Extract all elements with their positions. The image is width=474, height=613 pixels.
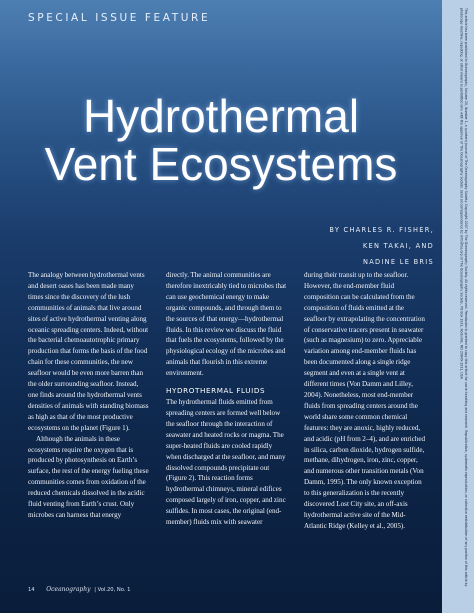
text-column-3	[304, 270, 426, 532]
paragraph: The analogy between hydrothermal vents and desert oases has been made many times since the discovery of the lush communities of animals that live around sites of active hydrothermal venting along oceanic spreading centers. Indeed, without the bacterial chemoautotrophic primary production that forms the basis of the food chain for these communities, the new seafloor would be even more barren than the older surrounding seafloor. Instead, one finds around the hydrothermal vents densities of animals with standing biomass as high as that of the most productive ecosystems on the planet (Figure 1).	[28, 271, 149, 432]
paragraph: directly. The animal communities are therefore inextricably tied to microbes that can use geochemical energy to make organic compounds, and through them to the sources of that energy—hydrothermal fluids. In this review we discuss the fluid that fuels the ecosystems, followed by the physiological ecology of the microbes and animals that flourish in this extreme environment.	[166, 271, 287, 378]
journal-name: Oceanography	[46, 586, 91, 593]
paragraph: Although the animals in these ecosystems require the oxygen that is produced by photosynthesis on Earth’s surface, the rest of the energy fueling these communities comes from oxidation of the reduced chemicals dissolved in the acidic fluid venting from Earth’s crust. Only microbes can harness that energy	[28, 434, 149, 519]
page-number: 14	[28, 587, 35, 593]
article-title	[0, 92, 442, 188]
byline	[329, 222, 434, 270]
copyright-notice: This article has been published in Oceanography, Volume 20, Number 1, a quarterly journal of The Oceanography Society. Copyright 2007 by The Oceanography Society. All rights reserved. Permission is granted to copy this article for use in teaching and research. Republication, systematic reproduction, or collective redistribution of any portion of this article by photocopy machine, reposting, or other means is permitted only with the approval of The Oceanography Society. Send all correspondence to: info@tos.org or The Oceanography Society, PO Box 1931, Rockville, MD 20849-1931, USA.	[459, 8, 468, 587]
byline-line-2: KEN TAKAI, AND	[362, 242, 434, 250]
issue-info: | Vol.20, No. 1	[94, 587, 131, 593]
copyright-sidebar	[442, 0, 474, 613]
text-column-2	[166, 270, 288, 528]
paragraph: The hydrothermal fluids emitted from spreading centers are formed well below the seafloor through the interaction of seawater and heated rocks or magma. The super-heated fluids are cooled rapidly when discharged at the seafloor, and many dissolved compounds precipitate out (Figure 2). This reaction forms hydrothermal chimneys, mineral edifices composed largely of iron, copper, and zinc sulfides. In most cases, the original (end-member) fluids mix with seawater	[166, 398, 286, 527]
title-line-2: Vent Ecosystems	[44, 138, 398, 190]
section-heading: HYDROTHERMAL FLUIDS	[166, 386, 266, 396]
page-footer	[28, 586, 130, 593]
paragraph: during their transit up to the seafloor. However, the end-member fluid composition can be calculated from the composition of fluids emitted at the seafloor by extrapolating the concentration of conservative tracers present in seawater (such as magnesium) to zero. Appreciable variation among end-member fluids has been documented along a single ridge segment and even at a single vent at different times (Von Damm and Lilley, 2004). Nonetheless, most end-member fluids from spreading centers around the world share some common chemical features: they are anoxic, highly reduced, and acidic (pH from 2–4), and are enriched in silica, carbon dioxide, hydrogen sulfide, methane, dihydrogen, iron, zinc, copper, and numerous other transition metals (Von Damm, 1995). The only known exception to this generalization is the recently discovered Lost City site, an off-axis hydrothermal active site of the Mid-Atlantic Ridge (Kelley et al., 2005).	[304, 271, 426, 530]
byline-line-1: BY CHARLES R. FISHER,	[329, 226, 434, 234]
text-column-1	[28, 270, 150, 521]
title-line-1: Hydrothermal	[82, 90, 360, 142]
section-label: SPECIAL ISSUE FEATURE	[28, 12, 211, 24]
byline-line-3: NADINE LE BRIS	[362, 258, 434, 266]
